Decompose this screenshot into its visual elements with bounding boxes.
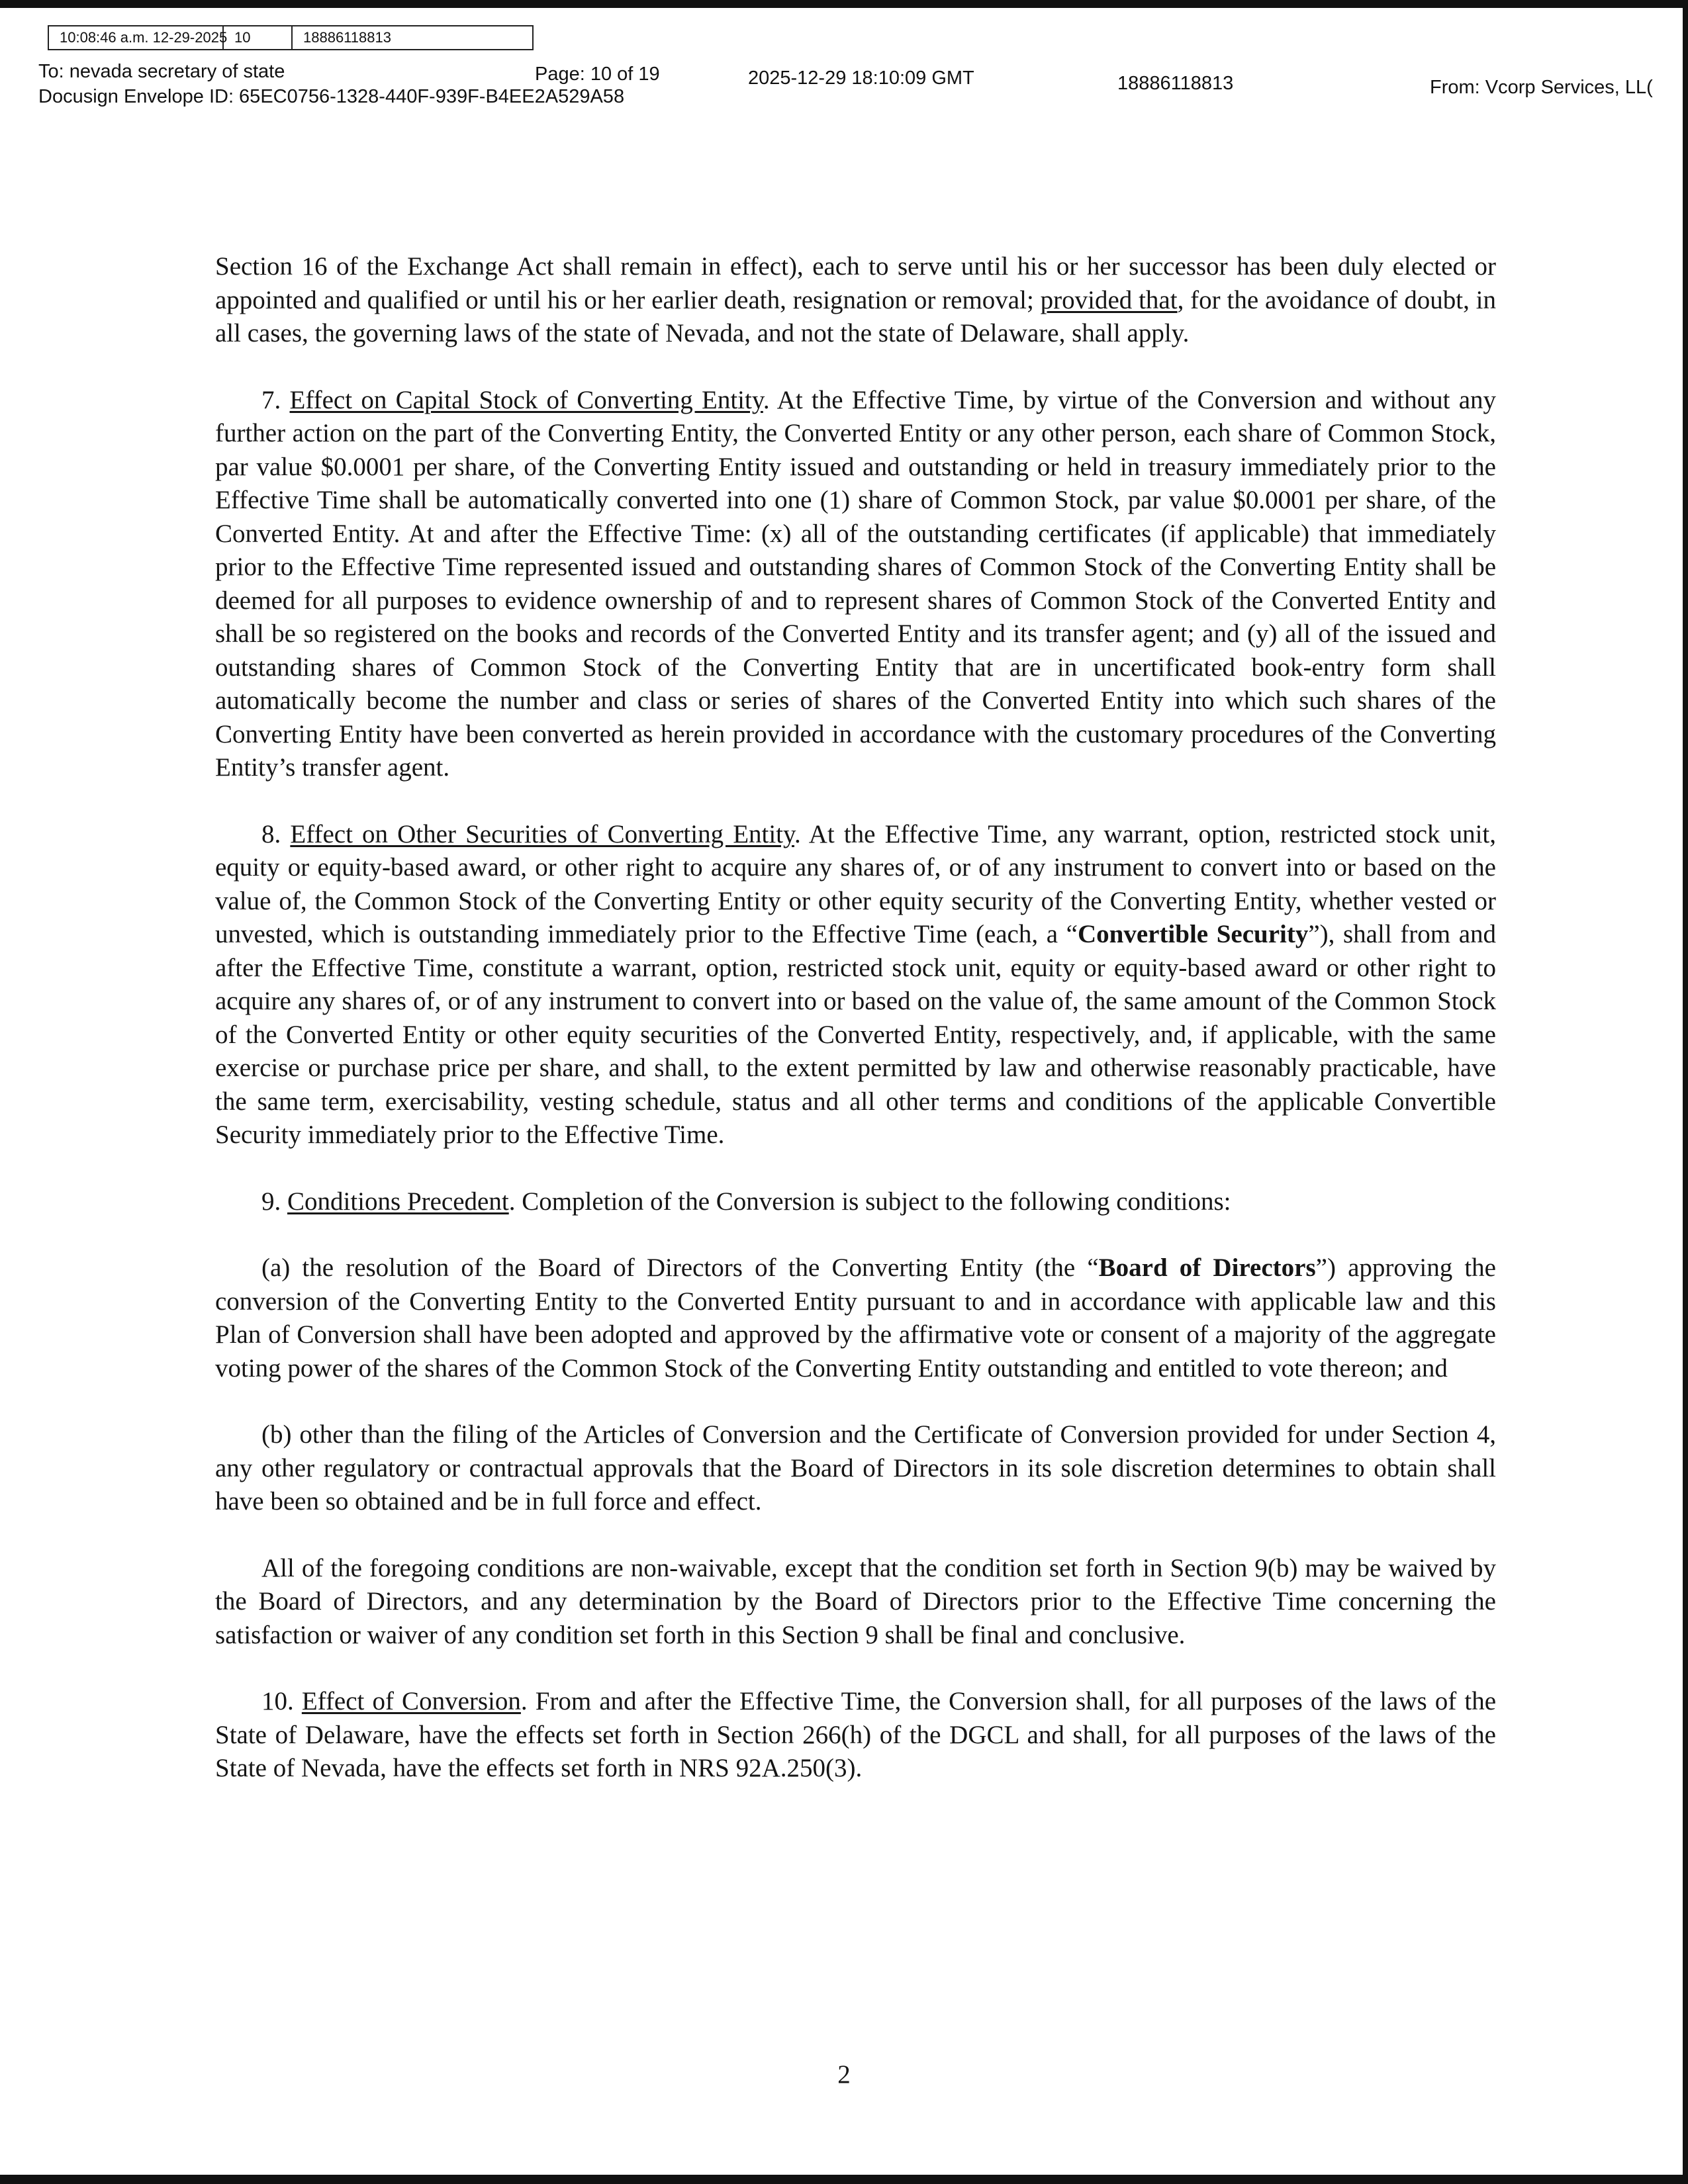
defined-term-convertible-security: Convertible Security [1077,920,1309,948]
sender: From: Vcorp Services, LL( [1430,77,1653,98]
transmission-datetime: 2025-12-29 18:10:09 GMT [748,68,974,89]
section-10-title: Effect of Conversion [301,1687,521,1715]
scan-border-top [0,0,1688,8]
section-9a: (a) the resolution of the Board of Directors of the Converting Entity (the “Board of Directors”) approving the conversion of the Converting Entity to the Converted Entity pursuant to and in accordance with applicable law and this Plan of Conversion shall have been adopted and approved by the affirmative vote or consent of a majority of the aggregate voting power of the shares of the Common Stock of the Converting Entity outstanding and entitled to vote thereon; and [215,1253,1496,1383]
fax-timestamp: 10:08:46 a.m. 12-29-2025 [49,26,224,49]
transmission-number: 18886118813 [1117,73,1234,94]
section-8: 8. Effect on Other Securities of Converting Entity. At the Effective Time, any warrant, option, restricted stock unit, equity or equity-based award, or other right to acquire any shares of, or of any instrument to convert into or based on the value of, the Common Stock of the Converting Entity or other equity security of the Converting Entity, whether vested or unvested, which is outstanding immediately prior to the Effective Time (each, a “Convertible Security”), shall from and after the Effective Time, constitute a warrant, option, restricted stock unit, equity or equity-based award or other right to acquire any shares of, or of any instrument to convert into or based on the value of, the same amount of the Common Stock of the Converted Entity or other equity securities of the Converted Entity, respectively, and, if applicable, with the same exercise or purchase price per share, and shall, to the extent permitted by law and otherwise reasonably practicable, have the same term, exercisability, vesting schedule, status and all other terms and conditions of the applicable Convertible Security immediately prior to the Effective Time. [215,819,1497,1149]
envelope-id: Docusign Envelope ID: 65EC0756-1328-440F-939F-B4EE2A529A58 [38,86,625,107]
defined-term-board-of-directors: Board of Directors [1098,1253,1316,1282]
section-9b: (b) other than the filing of the Articles of Conversion and the Certificate of Conversion provided for under Section 4, any other regulatory or contractual approvals that the Board of Directors in its sole discretion determines to obtain shall have been so obtained and be in full force and effect. [215,1420,1496,1516]
section-7: 7. Effect on Capital Stock of Converting Entity. At the Effective Time, by virtue of the Conversion and without any further action on the part of the Converting Entity, the Converted Entity or any other person, each share of Common Stock, par value $0.0001 per share, of the Converting Entity issued and outstanding or held in treasury immediately prior to the Effective Time shall be automatically converted into one (1) share of Common Stock, par value $0.0001 per share, of the Converted Entity. At and after the Effective Time: (x) all of the outstanding certificates (if applicable) that immediately prior to the Effective Time represented issued and outstanding shares of Common Stock of the Converting Entity shall be deemed for all purposes to evidence ownership of and to represent shares of Common Stock of the Converted Entity and shall be so registered on the books and records of the Converted Entity and its transfer agent; and (y) all of the issued and outstanding shares of Common Stock of the Converting Entity that are in uncertificated book-entry form shall automatically become the number and class or series of shares of the Converted Entity into which such shares of the Converting Entity have been converted as herein provided in accordance with the customary procedures of the Converting Entity’s transfer agent. [215,385,1496,782]
section-7-title: Effect on Capital Stock of Converting Entity [289,385,763,414]
paragraph-continuation: Section 16 of the Exchange Act shall remain in effect), each to serve until his or her successor has been duly elected or appointed and qualified or until his or her earlier death, resignation or removal; provided that, for the avoidance of doubt, in all cases, the governing laws of the state of Nevada, and not the state of Delaware, shall apply. [215,252,1496,347]
recipient: To: nevada secretary of state [38,61,285,82]
document-body [215,250,1496,1819]
fax-header-box [48,25,534,50]
section-9: 9. Conditions Precedent. Completion of the Conversion is subject to the following conditions: [261,1187,1231,1216]
fax-page: 10 [224,26,293,49]
page-number: 2 [837,2060,851,2089]
section-9-title: Conditions Precedent [287,1187,509,1216]
section-9-closing: All of the foregoing conditions are non-waivable, except that the condition set forth in Section 9(b) may be waived by the Board of Directors, and any determination by the Board of Directors prior to the Effective Time concerning the satisfaction or waiver of any condition set forth in this Section 9 shall be final and conclusive. [215,1553,1496,1649]
scan-border-bottom [0,2175,1688,2184]
fax-number: 18886118813 [303,29,391,46]
scan-border-right [1683,0,1688,2184]
section-10: 10. Effect of Conversion. From and after the Effective Time, the Conversion shall, for all purposes of the laws of the State of Delaware, have the effects set forth in Section 266(h) of the DGCL and shall, for all purposes of the laws of the State of Nevada, have the effects set forth in NRS 92A.250(3). [215,1687,1497,1782]
page-info: Page: 10 of 19 [535,64,660,85]
section-8-title: Effect on Other Securities of Converting Entity [290,819,794,848]
